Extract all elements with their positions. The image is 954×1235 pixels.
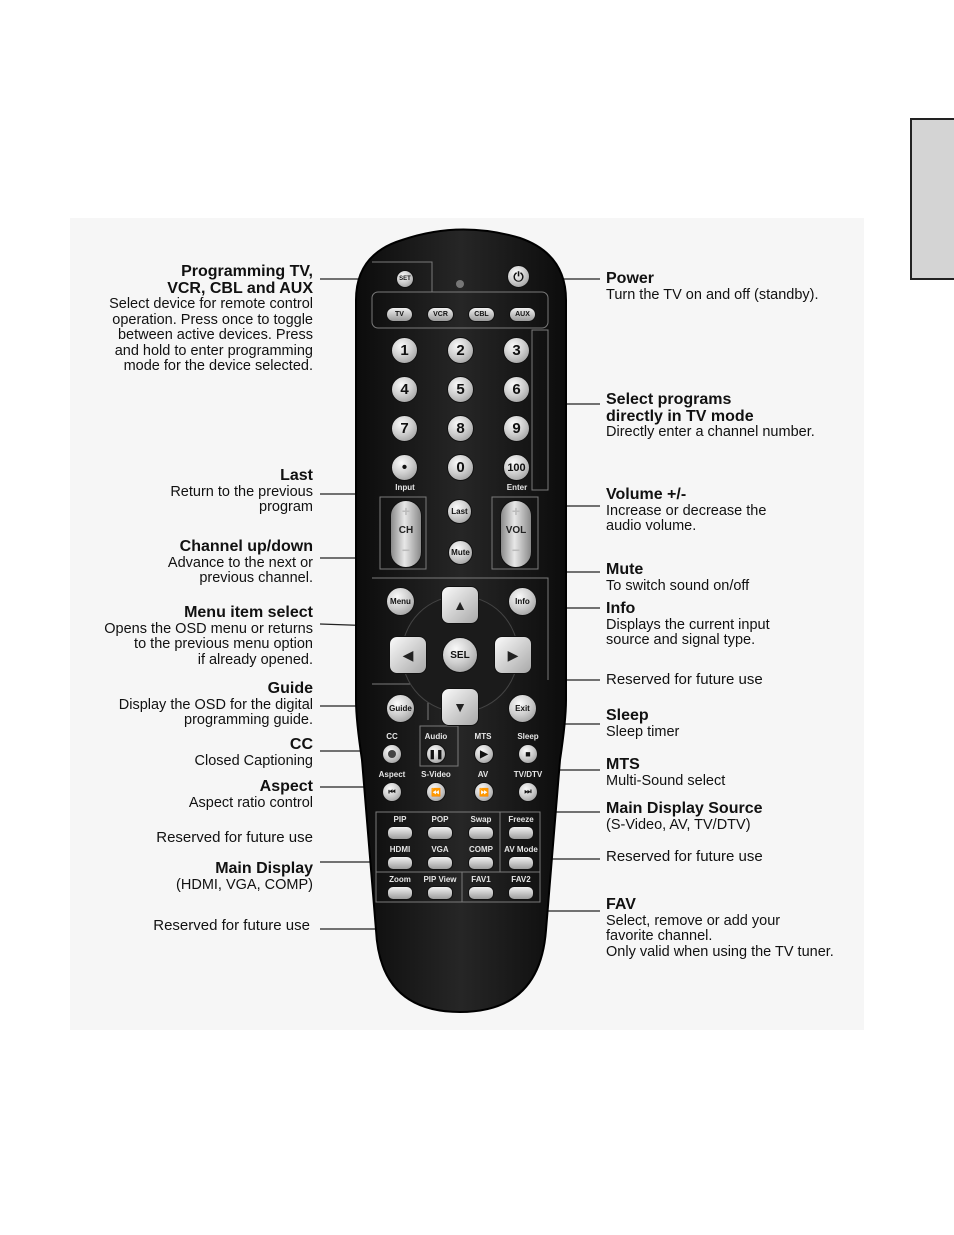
annotation-heading: Volume +/- [606,486,687,503]
nav-down-button[interactable] [441,688,479,726]
annotation-heading: MTS [606,756,640,773]
annotation-heading: CC [289,736,313,753]
annotation-text: mode for the device selected. [123,358,313,374]
info-button[interactable]: Info [508,587,537,616]
audio-button[interactable] [426,744,446,764]
tvdtv-label: TV/DTV [513,770,543,779]
volume-rocker[interactable] [500,500,532,568]
annotation-text: Turn the TV on and off (standby). [606,286,819,303]
annotation-heading: Aspect [259,778,313,795]
fav2-label: FAV2 [511,875,531,884]
annotation-reserved-right-1 [606,672,763,688]
av-mode-button[interactable] [508,856,534,870]
annotation-text: if already opened. [197,651,313,668]
digit-4-button[interactable]: 4 [391,376,418,403]
set-button[interactable]: SET [396,270,414,288]
annotation-text: program [259,499,313,515]
rewind-icon: ⏪ [431,787,441,797]
annotation-heading: Mute [606,561,644,578]
freeze-button[interactable] [508,826,534,840]
annotation-text: Reserved for future use [606,848,763,865]
power-button[interactable] [507,265,530,288]
digit-5-button[interactable]: 5 [447,376,474,403]
freeze-label: Freeze [508,815,534,824]
tvdtv-button[interactable] [518,782,538,802]
annotation-info [606,601,770,649]
annotation-heading: Channel up/down [179,538,313,555]
annotation-text: audio volume. [606,518,697,534]
swap-label: Swap [470,815,492,824]
annotation-heading: Last [280,467,313,484]
annotation-text: Advance to the next or [167,554,313,571]
annotation-heading: Power [606,270,655,287]
annotation-sleep [606,708,679,740]
svideo-button[interactable] [426,782,446,802]
annotation-text: Reserved for future use [156,829,313,846]
comp-label: COMP [469,845,493,854]
input-label: Input [395,483,415,492]
annotation-heading: Sleep [606,707,649,724]
cc-button[interactable] [382,744,402,764]
plus-icon: + [511,503,521,519]
annotation-text: Opens the OSD menu or returns [104,620,313,637]
fast-forward-icon: ⏩ [479,787,489,797]
annotation-text: Closed Captioning [194,752,313,769]
device-cbl-button[interactable]: CBL [468,307,495,322]
channel-rocker[interactable] [390,500,422,568]
annotation-power [606,271,819,303]
av-mode-label: AV Mode [504,845,538,854]
fav1-label: FAV1 [471,875,491,884]
pip-label: PIP [393,815,407,824]
annotation-text: between active devices. Press [117,327,313,343]
input-button[interactable]: • [391,454,418,481]
av-button[interactable] [474,782,494,802]
power-icon: ⏻ [513,269,524,284]
annotation-heading: Info [606,600,636,617]
device-vcr-button[interactable]: VCR [427,307,454,322]
mts-label: MTS [474,732,492,741]
menu-button[interactable]: Menu [386,587,415,616]
digit-2-button[interactable]: 2 [447,337,474,364]
enter-label: Enter [506,483,528,492]
annotation-fav [606,897,834,960]
pause-icon: ❚❚ [428,748,444,759]
annotation-text: (S-Video, AV, TV/DTV) [606,816,751,833]
annotation-main-display [176,861,313,893]
svideo-label: S-Video [421,770,451,779]
fav2-button[interactable] [508,886,534,900]
annotation-text: Aspect ratio control [188,794,313,811]
annotation-menu-select [104,605,313,668]
vol-label: VOL [505,525,527,536]
av-label: AV [477,770,489,779]
annotation-text: and hold to enter programming [114,342,313,359]
enter-100-button[interactable]: 100 [503,454,530,481]
annotation-text: Return to the previous [170,483,313,500]
hdmi-label: HDMI [389,845,411,854]
annotation-text: Select device for remote control [109,296,313,312]
vga-button[interactable] [427,856,453,870]
annotation-mute [606,562,749,594]
comp-button[interactable] [468,856,494,870]
hdmi-button[interactable] [387,856,413,870]
digit-3-button[interactable]: 3 [503,337,530,364]
annotation-text: Only valid when using the TV tuner. [606,943,834,960]
annotation-main-display-source [606,801,763,833]
plus-icon: + [401,503,411,519]
annotation-text: Displays the current input [606,616,770,633]
annotation-text: Directly enter a channel number. [606,424,815,440]
minus-icon: − [401,542,411,558]
annotation-heading: directly in TV mode [606,407,754,425]
pip-view-button[interactable] [427,886,453,900]
annotation-heading: Select programs [606,391,732,408]
sleep-button[interactable] [518,744,538,764]
play-icon: ▶ [480,748,488,760]
zoom-button[interactable] [387,886,413,900]
ch-label: CH [398,525,414,536]
annotation-text: previous channel. [199,570,313,586]
zoom-label: Zoom [389,875,411,884]
mts-button[interactable] [474,744,494,764]
sel-button[interactable]: SEL [442,637,478,673]
annotation-volume [606,487,766,535]
digit-1-button[interactable]: 1 [391,337,418,364]
last-button[interactable]: Last [447,499,472,524]
device-tv-button[interactable]: TV [386,307,413,322]
pip-button[interactable] [387,826,413,840]
annotation-programming [109,264,313,375]
annotation-heading: Menu item select [184,604,313,621]
nav-left-button[interactable] [389,636,427,674]
annotation-heading: Main Display Source [606,800,763,817]
annotation-last [170,468,313,516]
guide-button[interactable]: Guide [386,694,415,723]
exit-button[interactable]: Exit [508,694,537,723]
annotation-cc [195,737,314,769]
skip-forward-icon: ⏭ [524,787,532,796]
annotation-reserved-right-2 [606,849,763,865]
nav-right-button[interactable] [494,636,532,674]
annotation-mts [606,757,725,789]
digit-0-button[interactable]: 0 [447,454,474,481]
annotation-guide [119,681,313,729]
annotation-text: (HDMI, VGA, COMP) [176,876,313,893]
aspect-button[interactable] [382,782,402,802]
annotation-heading: Main Display [215,860,313,877]
digit-8-button[interactable]: 8 [447,415,474,442]
annotation-text: Select, remove or add your [606,912,781,929]
annotation-text: Display the OSD for the digital [118,696,313,713]
pop-label: POP [431,815,449,824]
record-dot-icon [388,750,396,758]
annotation-text: Reserved for future use [153,917,310,934]
pop-button[interactable] [427,826,453,840]
up-arrow-icon: ▲ [453,597,467,613]
annotation-text: operation. Press once to toggle [112,311,313,328]
pip-view-label: PIP View [423,875,457,884]
mute-button[interactable]: Mute [448,540,473,565]
sleep-label: Sleep [517,732,539,741]
aspect-label: Aspect [378,770,406,779]
annotation-text: favorite channel. [606,928,713,944]
left-arrow-icon: ◀ [402,646,414,663]
annotation-heading: Guide [267,680,313,697]
down-arrow-icon: ▼ [453,699,467,715]
annotation-aspect [189,779,313,811]
device-aux-button[interactable]: AUX [509,307,536,322]
annotation-text: Sleep timer [606,723,680,740]
annotation-heading: VCR, CBL and AUX [167,279,313,297]
annotation-select-programs [606,392,815,441]
cc-label: CC [386,732,398,741]
annotation-text: to the previous menu option [134,636,313,652]
annotation-reserved-left-1 [156,830,313,846]
annotation-heading: FAV [606,896,636,913]
annotation-text: Reserved for future use [606,671,763,688]
right-arrow-icon: ▶ [507,646,519,663]
annotation-text: source and signal type. [606,632,756,648]
annotation-reserved-left-2 [153,918,310,934]
annotation-text: Increase or decrease the [606,502,767,519]
digit-7-button[interactable]: 7 [391,415,418,442]
digit-6-button[interactable]: 6 [503,376,530,403]
digit-9-button[interactable]: 9 [503,415,530,442]
annotation-channel [168,539,313,587]
annotation-text: Multi-Sound select [606,772,726,789]
stop-icon: ■ [525,749,531,759]
audio-label: Audio [424,732,448,741]
nav-up-button[interactable] [441,586,479,624]
swap-button[interactable] [468,826,494,840]
skip-back-icon: ⏮ [388,787,396,796]
minus-icon: − [511,542,521,558]
vga-label: VGA [431,845,449,854]
annotation-text: programming guide. [184,712,313,728]
annotation-heading: Programming TV, [181,263,313,280]
fav1-button[interactable] [468,886,494,900]
annotation-text: To switch sound on/off [606,577,750,594]
